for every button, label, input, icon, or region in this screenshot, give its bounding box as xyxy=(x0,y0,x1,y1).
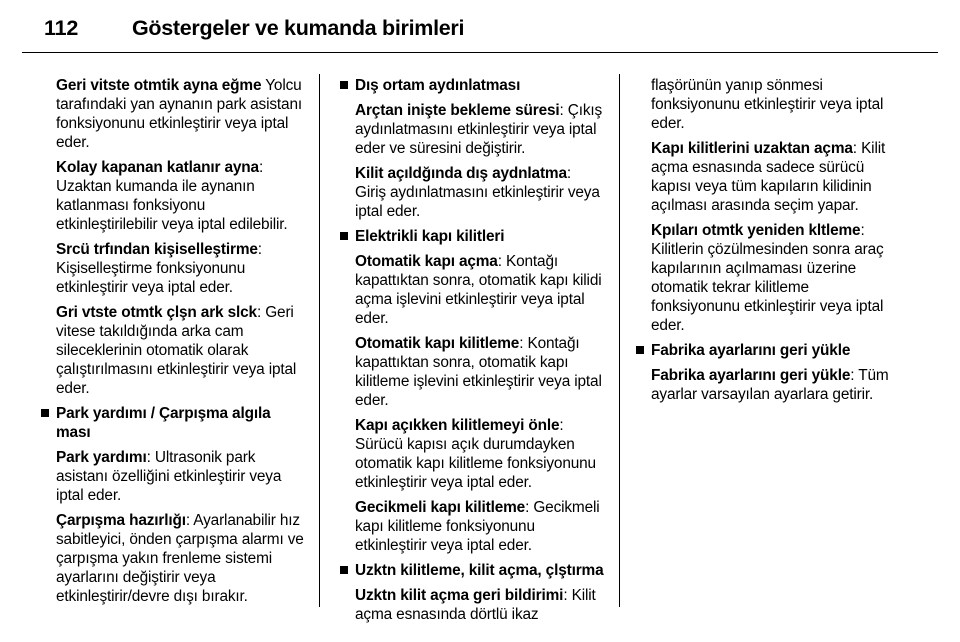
setting-term: Fabrika ayarlarını geri yükle xyxy=(651,367,851,384)
setting-entry: Çarpışma hazırlığı: Ayarlanabilir hız sabitleyici, önden çarpışma alarmı ve çarpışma yakın frenleme sistemi ayarlarını değiştirir veya etkinleştirir/devre dışı bırakır. xyxy=(56,512,304,605)
setting-term: Geri vitste otmtik ayna eğme xyxy=(56,77,262,94)
setting-term: Arçtan inişte bekleme süresi xyxy=(355,102,560,119)
setting-term: Kapı açıkken kilitlemeyi önle xyxy=(355,417,560,434)
setting-description: Ultrasonik park asistanı özelliğini etkinleştirir veya iptal eder. xyxy=(56,449,282,504)
setting-description: Kilit açma esnasında dörtlü ikaz xyxy=(355,587,596,623)
setting-term: Çarpışma hazırlığı xyxy=(56,512,186,529)
setting-term: Park yardımı xyxy=(56,449,147,466)
bullet-square-icon xyxy=(636,346,644,354)
setting-entry: Kapı kilitlerini uzaktan açma: Kilit açma esnasında sadece sürücü kapısı veya tüm kapıların kilidinin açılması arasında seçim yapar. xyxy=(651,140,886,214)
setting-description: Kişiselleştirme fonksiyonunu etkinleştirir veya iptal eder. xyxy=(56,260,246,296)
page-header xyxy=(22,16,938,53)
setting-entry: Kilit açıldğında dış aydnlatma: Giriş aydınlatmasını etkinleştirir veya iptal eder. xyxy=(355,165,600,220)
bullet-square-icon xyxy=(340,81,348,89)
section-heading-door-locks: Elektrikli kapı kilitleri xyxy=(355,227,605,246)
setting-description: Yolcu tarafındaki yan aynanın park asistanı fonksiyonunu etkinleştirir veya iptal eder. xyxy=(56,77,302,151)
section-heading-factory-reset: Fabrika ayarlarını geri yükle xyxy=(651,341,901,360)
page-number: 112 xyxy=(44,16,79,40)
column-3 xyxy=(651,76,901,410)
setting-term: Kilit açıldğında dış aydnlatma xyxy=(355,165,567,182)
section-heading-park-assist: Park yardımı / Çarpışma algıla ması xyxy=(56,404,306,442)
column-divider xyxy=(319,74,320,607)
bullet-square-icon xyxy=(340,566,348,574)
setting-entry-continued xyxy=(651,76,901,133)
section-heading-exterior-lighting: Dış ortam aydınlatması xyxy=(355,76,605,95)
setting-description: Kontağı kapattıktan sonra, otomatik kapı kilitleme işlevini etkinleştirir veya iptal eder. xyxy=(355,335,602,409)
section-heading-remote-locking: Uzktn kilitleme, kilit açma, çlştırma xyxy=(355,561,605,580)
setting-entry: Fabrika ayarlarını geri yükle: Tüm ayarlar varsayılan ayarlara getirir. xyxy=(651,367,889,403)
setting-entry: Uzktn kilit açma geri bildirimi: Kilit açma esnasında dörtlü ikaz xyxy=(355,587,596,623)
setting-description: Giriş aydınlatmasını etkinleştirir veya iptal eder. xyxy=(355,184,600,220)
setting-description: Gecikmeli kapı kilitleme fonksiyonunu etkinleştirir veya iptal eder. xyxy=(355,499,600,554)
setting-entry: Gecikmeli kapı kilitleme: Gecikmeli kapı kilitleme fonksiyonunu etkinleştirir veya iptal eder. xyxy=(355,499,600,554)
setting-description: Ayarlanabilir hız sabitleyici, önden çarpışma alarmı ve çarpışma yakın frenleme sistemi ayarlarını değiştirir veya etkinleştirir/devre dışı bırakır. xyxy=(56,512,304,605)
setting-description: Uzaktan kumanda ile aynanın katlanması fonksiyonu etkinleştirilebilir veya iptal edilebilir. xyxy=(56,178,288,233)
setting-entry: Park yardımı: Ultrasonik park asistanı özelliğini etkinleştirir veya iptal eder. xyxy=(56,449,282,504)
setting-entry: Srcü trfından kişiselleştirme: Kişiselleştirme fonksiyonunu etkinleştirir veya iptal eder. xyxy=(56,241,262,296)
setting-description: Geri vitese takıldığında arka cam sileceklerinin otomatik olarak çalıştırılmasını etkinleştirir veya iptal eder. xyxy=(56,304,297,397)
setting-term: Uzktn kilit açma geri bildirimi xyxy=(355,587,564,604)
setting-description: Kontağı kapattıktan sonra, otomatik kapı kilidi açma işlevini etkinleştirir veya iptal eder. xyxy=(355,253,602,327)
setting-term: Srcü trfından kişiselleştirme xyxy=(56,241,258,258)
bullet-square-icon xyxy=(41,409,49,417)
setting-term: Otomatik kapı kilitleme xyxy=(355,335,520,352)
setting-term: Gri vtste otmtk çlşn ark slck xyxy=(56,304,257,321)
setting-entry: Kpıları otmtk yeniden kltleme: Kilitlerin çözülmesinden sonra araç kapılarının açılmaması üzerine otomatik tekrar kilitleme fonksiyonunu etkinleştirir veya iptal eder. xyxy=(651,222,884,334)
setting-description: Sürücü kapısı açık durumdayken otomatik kapı kilitleme fonksiyonunu etkinleştirir veya iptal eder. xyxy=(355,436,596,491)
setting-term: Kapı kilitlerini uzaktan açma xyxy=(651,140,853,157)
setting-entry: Otomatik kapı kilitleme: Kontağı kapattıktan sonra, otomatik kapı kilitleme işlevini etkinleştirir veya iptal eder. xyxy=(355,335,602,409)
setting-entry: Otomatik kapı açma: Kontağı kapattıktan sonra, otomatik kapı kilidi açma işlevini etkinleştirir veya iptal eder. xyxy=(355,253,602,327)
setting-term: Kpıları otmtk yeniden kltleme xyxy=(651,222,861,239)
column-divider xyxy=(619,74,620,607)
page-title: Göstergeler ve kumanda birimleri xyxy=(132,16,465,40)
bullet-square-icon xyxy=(340,232,348,240)
setting-term: Otomatik kapı açma xyxy=(355,253,498,270)
setting-entry: Arçtan inişte bekleme süresi: Çıkış aydınlatmasını etkinleştirir veya iptal eder ve süresini değiştirir. xyxy=(355,102,603,157)
setting-entry: Kapı açıkken kilitlemeyi önle: Sürücü kapısı açık durumdayken otomatik kapı kilitleme fonksiyonunu etkinleştirir veya iptal eder. xyxy=(355,417,596,491)
setting-description: Çıkış aydınlatmasını etkinleştirir veya iptal eder ve süresini değiştirir. xyxy=(355,102,603,157)
setting-entry: Kolay kapanan katlanır ayna: Uzaktan kumanda ile aynanın katlanması fonksiyonu etkinleştirilebilir veya iptal edilebilir. xyxy=(56,159,288,233)
setting-description: Tüm ayarlar varsayılan ayarlara getirir. xyxy=(651,367,889,403)
setting-entry: Gri vtste otmtk çlşn ark slck: Geri vitese takıldığında arka cam sileceklerinin otomatik olarak çalıştırılmasını etkinleştirir veya iptal eder. xyxy=(56,304,297,397)
setting-entry xyxy=(56,76,306,152)
setting-description: Kilit açma esnasında sadece sürücü kapısı veya tüm kapıların kilidinin açılması arasında seçim yapar. xyxy=(651,140,886,214)
column-2 xyxy=(355,76,605,630)
setting-description: Kilitlerin çözülmesinden sonra araç kapılarının açılmaması üzerine otomatik tekrar kilitleme fonksiyonunu etkinleştirir veya iptal eder. xyxy=(651,241,884,334)
setting-term: Kolay kapanan katlanır ayna xyxy=(56,159,259,176)
setting-description: flaşörünün yanıp sönmesi fonksiyonunu etkinleştirir veya iptal eder. xyxy=(651,77,884,132)
column-1 xyxy=(56,76,306,612)
setting-term: Gecikmeli kapı kilitleme xyxy=(355,499,526,516)
